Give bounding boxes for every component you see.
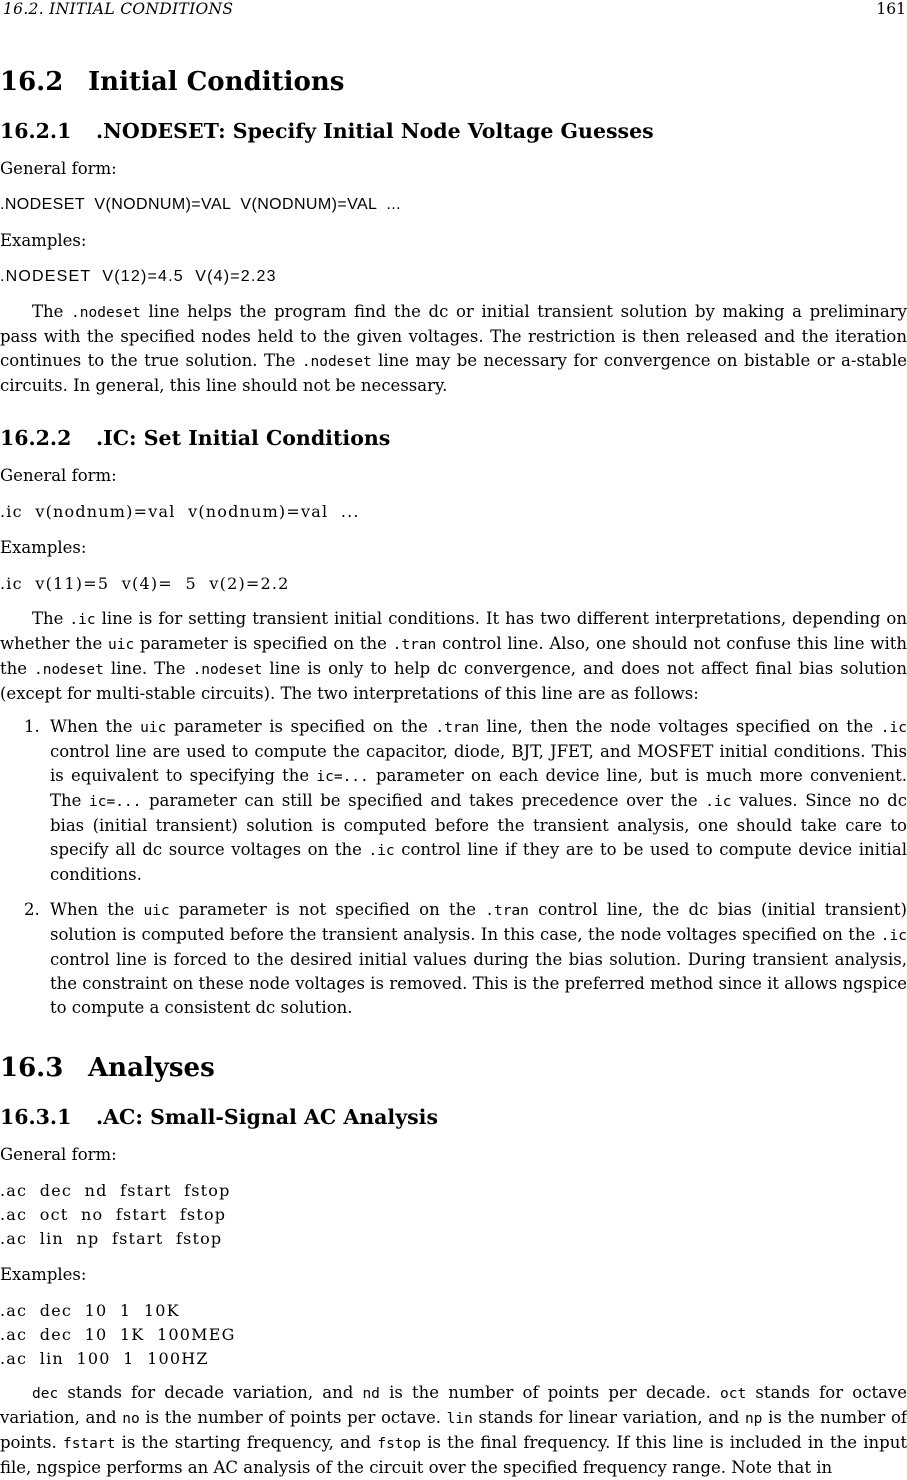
list-item-uic-not-specified: When the uic parameter is not specified on the .tran control line, the dc bias (initial transient) solution is computed before the transient analysis. In this case, the node voltages specified on the .ic control line is forced to the desired initial values during the bias solution. During transient analysis, the constraint on these node voltages is removed. This is the preferred method since it allows ngspice to compute a consistent dc solution. xyxy=(50,900,907,1017)
subsection-heading-16-2-1 xyxy=(0,118,907,144)
section-heading-16-2 xyxy=(0,67,907,97)
nodeset-paragraph: The .nodeset line helps the program find the dc or initial transient solution by making a preliminary pass with the specified nodes held to the given voltages. The restriction is then released and the iteration continues to the true solution. The .nodeset line may be necessary for convergence on bistable or a-stable circuits. In general, this line should not be necessary. xyxy=(0,302,907,395)
general-form-label: General form: xyxy=(0,1145,117,1164)
ic-example-code: .ic v(11)=5 v(4)= 5 v(2)=2.2 xyxy=(0,574,290,593)
list-item-marker: 2. xyxy=(24,900,40,919)
subsection-number: 16.2.2 xyxy=(0,426,72,450)
section-heading-16-3 xyxy=(0,1053,907,1083)
general-form-label: General form: xyxy=(0,159,117,178)
section-title: Initial Conditions xyxy=(88,67,345,97)
examples-label: Examples: xyxy=(0,538,87,557)
list-item-marker: 1. xyxy=(24,717,40,736)
ac-paragraph: dec stands for decade variation, and nd is the number of points per decade. oct stands for octave variation, and no is the number of points per octave. lin stands for linear variation, and np is the number of points. fstart is the starting frequency, and fstop is the final frequency. If this line is included in the input file, ngspice performs an AC analysis of the circuit over the specified frequency range. Note that in xyxy=(0,1383,907,1477)
ac-general-code-line: .ac dec nd fstart fstop xyxy=(0,1181,231,1200)
list-item-uic-specified: When the uic parameter is specified on the .tran line, then the node voltages specified on the .ic control line are used to compute the capacitor, diode, BJT, JFET, and MOSFET initial conditions. This is equivalent to specifying the ic=... parameter on each device line, but is much more convenient. The ic=... parameter can still be specified and takes precedence over the .ic values. Since no dc bias (initial transient) solution is computed before the transient analysis, one should take care to specify all dc source voltages on the .ic control line if they are to be used to compute device initial conditions. xyxy=(50,717,907,884)
page-number: 161 xyxy=(876,0,906,18)
subsection-heading-16-3-1 xyxy=(0,1104,907,1130)
examples-label: Examples: xyxy=(0,1265,87,1284)
ic-paragraph: The .ic line is for setting transient initial conditions. It has two different interpretations, depending on whether the uic parameter is specified on the .tran control line. Also, one should not confuse this line with the .nodeset line. The .nodeset line is only to help dc convergence, and does not affect final bias solution (except for multi-stable circuits). The two interpretations of this line are as follows: xyxy=(0,609,907,703)
section-number: 16.3 xyxy=(0,1053,64,1083)
general-form-label: General form: xyxy=(0,466,117,485)
ac-general-code-line: .ac lin np fstart fstop xyxy=(0,1229,223,1248)
examples-label: Examples: xyxy=(0,231,87,250)
nodeset-example-code: .NODESET V(12)=4.5 V(4)=2.23 xyxy=(0,268,277,285)
subsection-title: .NODESET: Specify Initial Node Voltage Guesses xyxy=(96,119,654,143)
ac-general-code-line: .ac oct no fstart fstop xyxy=(0,1205,227,1224)
subsection-number: 16.2.1 xyxy=(0,119,72,143)
section-title: Analyses xyxy=(88,1053,215,1083)
ac-example-code-line: .ac lin 100 1 100HZ xyxy=(0,1349,209,1368)
subsection-title: .IC: Set Initial Conditions xyxy=(96,426,391,450)
ic-general-code: .ic v(nodnum)=val v(nodnum)=val ... xyxy=(0,502,360,521)
ac-example-code-line: .ac dec 10 1K 100MEG xyxy=(0,1325,236,1344)
subsection-heading-16-2-2 xyxy=(0,425,907,451)
subsection-title: .AC: Small-Signal AC Analysis xyxy=(96,1105,438,1129)
section-number: 16.2 xyxy=(0,67,64,97)
nodeset-general-code: .NODESET V(NODNUM)=VAL V(NODNUM)=VAL ... xyxy=(0,196,401,213)
subsection-number: 16.3.1 xyxy=(0,1105,72,1129)
running-title: 16.2. INITIAL CONDITIONS xyxy=(3,0,234,18)
running-header xyxy=(3,0,906,18)
ac-example-code-line: .ac dec 10 1 10K xyxy=(0,1301,180,1320)
